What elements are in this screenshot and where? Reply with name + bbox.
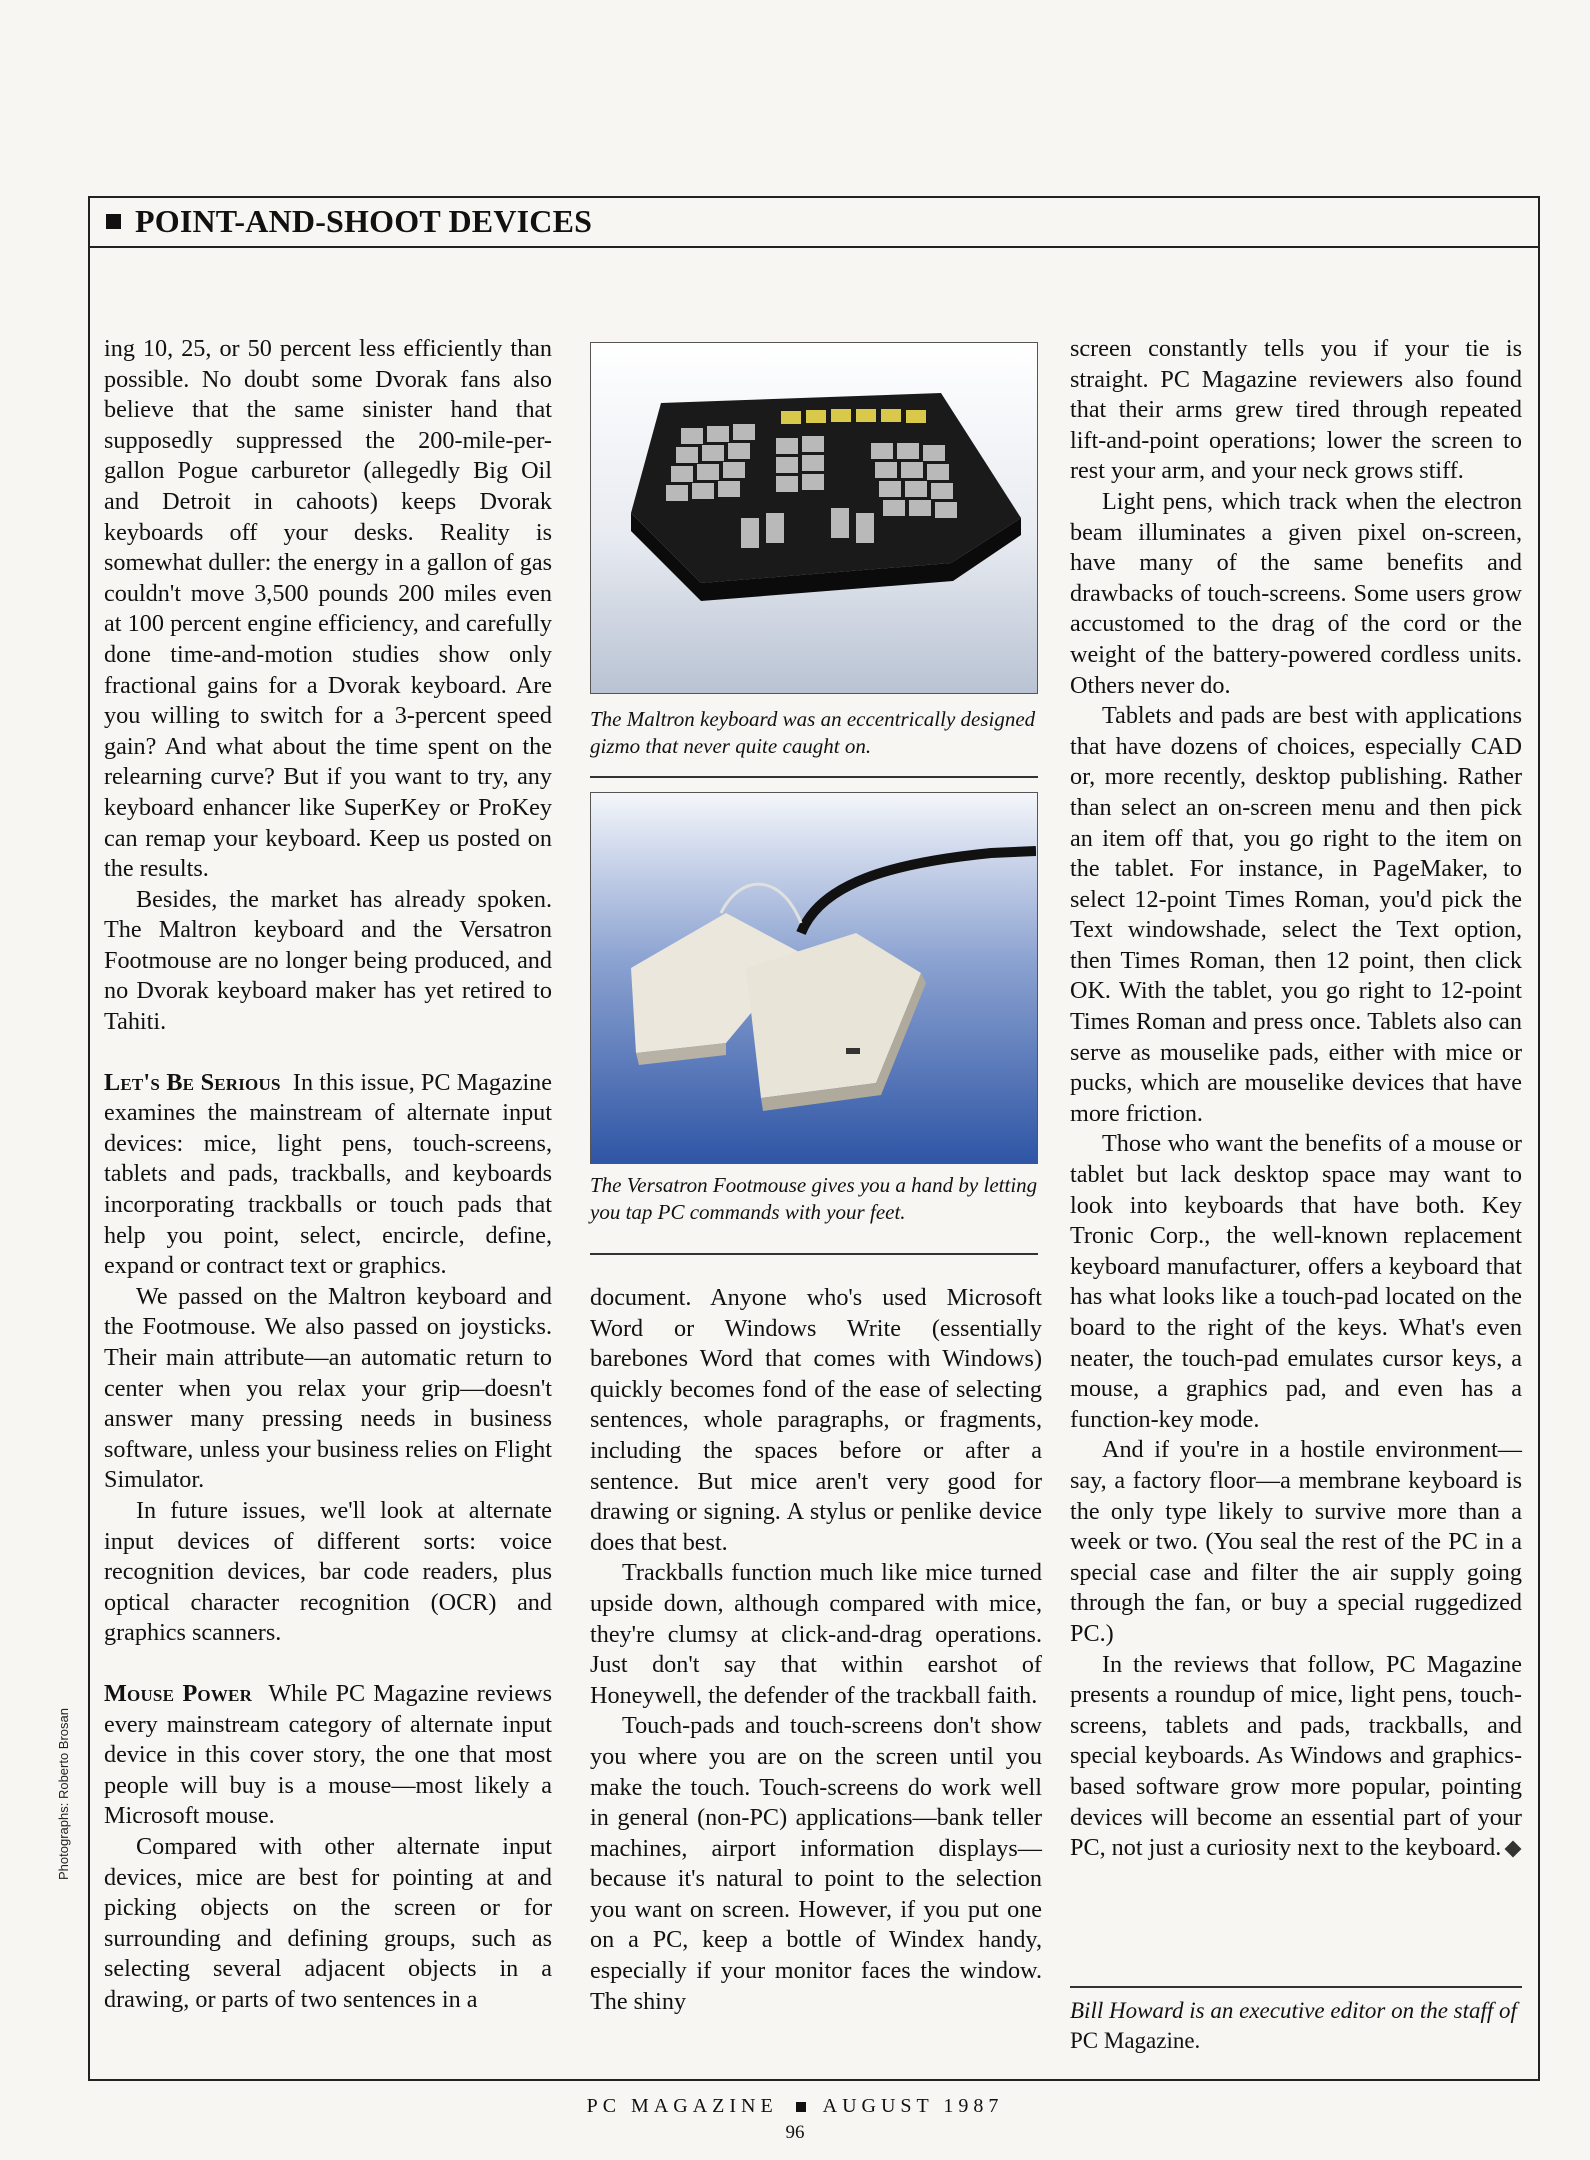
- footmouse-illustration: [591, 793, 1036, 1162]
- column-3: [1070, 334, 1522, 1864]
- paragraph-text: While PC Magazine reviews every mainstream category of alternate input device in this cover story, the one that most people will buy is a mouse—most likely a Microsoft mouse.: [104, 1679, 553, 1830]
- paragraph: And if you're in a hostile environment—say, a factory floor—a membrane keyboard is the only type likely to survive more than a week or two. (You seal the rest of the PC in a special case and filter the air supply going through the fan, or buy a special ruggedized PC.): [1070, 1436, 1522, 1647]
- paragraph: Besides, the market has already spoken. The Maltron keyboard and the Versatron Footmouse are no longer being produced, and no Dvorak keyboard maker has yet retired to Tahiti.: [104, 885, 552, 1036]
- column-1: [104, 334, 552, 2015]
- footer-masthead: PC MAGAZINE: [586, 2095, 778, 2117]
- photo-credit: Photographs: Roberto Brosan: [56, 1708, 71, 1880]
- page-number: 96: [785, 2122, 805, 2143]
- paragraph: Compared with other alternate input devices, mice are best for pointing at and picking objects on the screen or for surrounding and defining groups, such as selecting several adjacent objects in a drawing, or parts of two sentences in a: [104, 1832, 552, 2013]
- paragraph: ing 10, 25, or 50 percent less efficiently than possible. No doubt some Dvorak fans also believe that the same sinister hand that supposedly suppressed the 200-mile-per-gallon Pogue carburetor (allegedly Big Oil and Detroit in cahoots) keeps Dvorak keyboards off your desks. Reality is somewhat duller: the energy in a gallon of gas couldn't move 3,500 pounds 200 miles even at 100 percent engine efficiency, and carefully done time-and-motion studies show only fractional gains for a Dvorak keyboard. Are you willing to switch for a 3-percent speed gain? And what about the time spent on the relearning curve? But if you want to try, any keyboard enhancer like SuperKey or ProKey can remap your keyboard. Keep us posted on the results.: [104, 335, 552, 883]
- paragraph: Touch-pads and touch-screens don't show you where you are on the screen until you make the touch. Touch-screens do work well in general (non-PC) applications—bank teller machines, airport information displays—because it's natural to point to the selection you want on screen. However, if you put one on a PC, keep a bottle of Windex handy, especially if your monitor faces the window. The shiny: [590, 1712, 1042, 2015]
- paragraph: Those who want the benefits of a mouse or tablet but lack desktop space may want to look into keyboards that have both. Key Tronic Corp., the well-known replacement keyboard manufacturer, offers a keyboard that has what looks like a touch-pad located on the board to the right of the keys. What's even neater, the touch-pad emulates cursor keys, a mouse, a graphics pad, and even has a function-key mode.: [1070, 1130, 1522, 1433]
- paragraph-with-runin: [104, 1679, 552, 1832]
- paragraph-text: In this issue, PC Magazine examines the mainstream of alternate input devices: mice, light pens, touch-screens, tablets and pads, trackballs, and keyboards incorporating trackballs or touch pads that help you point, select, encircle, define, expand or contract text or graphics.: [104, 1068, 552, 1280]
- paragraph: In future issues, we'll look at alternate input devices of different sorts: voice recognition devices, bar code readers, plus optical character recognition (OCR) and graphics scanners.: [104, 1496, 552, 1647]
- column-2: [590, 1283, 1042, 2017]
- keyboard-illustration: [591, 343, 1036, 692]
- subhead-mouse-power: Mouse Power: [104, 1679, 253, 1707]
- maltron-keyboard-photo: [590, 342, 1038, 694]
- paragraph: Trackballs function much like mice turned upside down, although compared with mice, they're clumsy at click-and-drag operations. Just don't say that within earshot of Honeywell, the defender of the trackball faith.: [590, 1559, 1042, 1709]
- photo-caption-2: The Versatron Footmouse gives you a hand by letting you tap PC commands with your feet.: [590, 1173, 1038, 1224]
- caption-divider: [590, 1253, 1038, 1255]
- photo-caption-1: The Maltron keyboard was an eccentrically designed gizmo that never quite caught on.: [590, 707, 1036, 758]
- paragraph: screen constantly tells you if your tie is straight. PC Magazine reviewers also found that their arms grew tired through repeated lift-and-point operations; lower the screen to rest your arm, and your neck grows stiff.: [1070, 335, 1522, 485]
- author-bio: [1070, 1996, 1522, 2056]
- caption-divider: [590, 776, 1038, 778]
- paragraph-with-runin: [104, 1068, 552, 1282]
- paragraph: document. Anyone who's used Microsoft Word or Windows Write (essentially barebones Word that comes with Windows) quickly becomes fond of the ease of selecting sentences, whole paragraphs, or fragments, including the spaces before or after a sentence. But mice aren't very good for drawing or signing. A stylus or penlike device does that best.: [590, 1284, 1042, 1556]
- versatron-footmouse-photo: [590, 792, 1038, 1164]
- footer-date: AUGUST 1987: [822, 2095, 1004, 2117]
- paragraph: Light pens, which track when the electron beam illuminates a given pixel on-screen, have many of the same benefits and drawbacks of touch-screens. Some users grow accustomed to the drag of the cord or the weight of the battery-powered cordless units. Others never do.: [1070, 487, 1522, 699]
- bio-divider: [1070, 1986, 1522, 1988]
- bullet-icon: [106, 214, 121, 229]
- paragraph: Tablets and pads are best with applications that have dozens of choices, especially CAD or, more recently, desktop publishing. Rather than select an on-screen menu and then pick an item off that, you go right to the item on the tablet. For instance, in PageMaker, to select 12-point Times Roman, you'd pick the Text windowshade, select the Text option, then Times Roman, then 12 point, then click OK. With the tablet, you go right to 12-point Times Roman and press once. Tablets also can serve as mouselike pads, either with mice or pucks, which are mouselike devices that have more friction.: [1070, 702, 1522, 1127]
- footer-bullet-icon: [796, 2102, 806, 2112]
- paragraph: [1070, 1650, 1522, 1864]
- subhead-lets-be-serious: Let's Be Serious: [104, 1068, 281, 1096]
- section-title: POINT-AND-SHOOT DEVICES: [135, 202, 593, 239]
- bio-text: Bill Howard is an executive editor on the staff of: [1070, 1998, 1517, 2023]
- paragraph: We passed on the Maltron keyboard and the Footmouse. We also passed on joysticks. Their main attribute—an automatic return to center when you relax your grip—doesn't answer many pressing needs in business software, unless your business relies on Flight Simulator.: [104, 1282, 552, 1494]
- bio-publication: PC Magazine.: [1070, 2028, 1201, 2053]
- page-footer: [0, 2095, 1590, 2118]
- section-header: [88, 196, 1540, 248]
- end-of-article-icon: [1505, 1841, 1522, 1858]
- paragraph-text: In the reviews that follow, PC Magazine presents a roundup of mice, light pens, touch-screens, tablets and pads, trackballs, and special keyboards. As Windows and graphics-based software grow more popular, pointing devices will become an essential part of your PC, not just a curiosity next to the keyboard.: [1070, 1650, 1522, 1862]
